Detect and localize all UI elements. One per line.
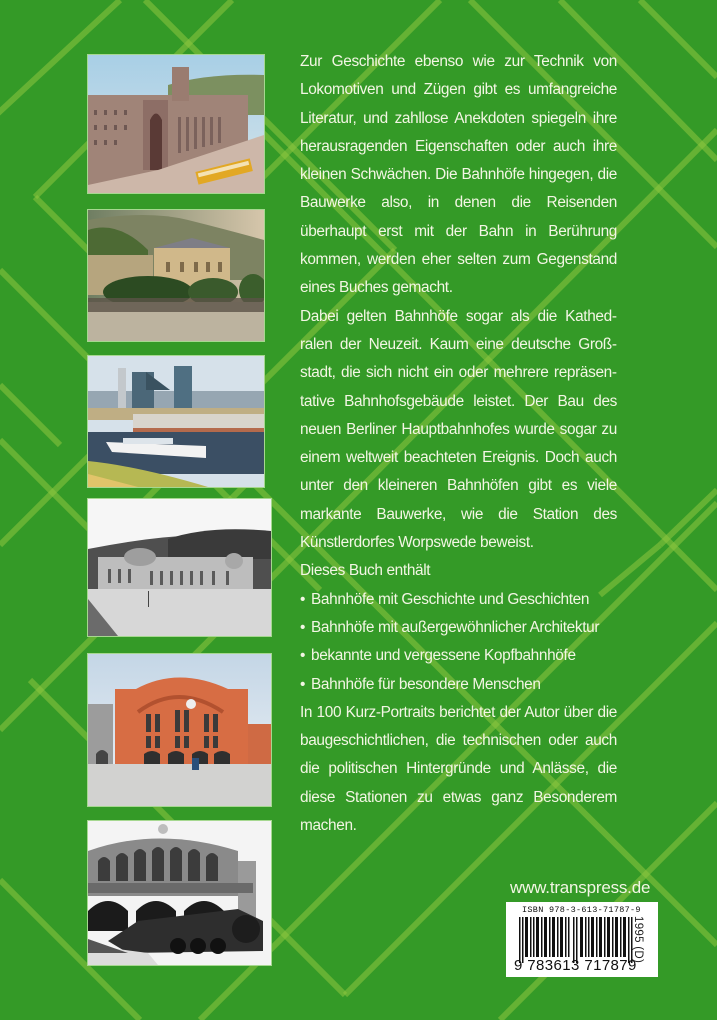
- photo-berlin-hauptbahnhof: [87, 355, 265, 488]
- isbn-label: ISBN 978-3-613-71787-9: [522, 905, 641, 915]
- contents-bullet-list: [300, 586, 617, 699]
- photo-steam-locomotive-hall: [87, 820, 272, 966]
- publisher-website: www.transpress.de: [510, 878, 651, 897]
- blurb-cathedrals-paragraph: Dabei gelten Bahnhöfe sogar als die Kathedralen der Neuzeit. Kaum eine deutsche Großstadt, die sich nicht ein oder mehrere repräsentative Bahnhofsgebäude leistet. Der Bau des neuen Berliner Hauptbahnhofes wurde sogar zu einem weltweit beachteten Ereignis. Doch auch unter den kleineren Bahnhöfen gibt es viele markante Bauwerke, wie die Station des Künstlerdorfes Worpswede beweist.: [300, 307, 617, 552]
- bullet-item: • Bahnhöfe mit Geschichte und Geschichten: [300, 586, 617, 614]
- photo-worpswede-station: [87, 498, 272, 637]
- bullet-icon: •: [300, 675, 306, 693]
- back-cover-blurb: [300, 48, 617, 840]
- ean-digits: 9 783613 717879: [514, 957, 637, 974]
- bullet-item: • bekannte und vergessene Kopfbahnhöfe: [300, 642, 617, 670]
- photo-stuttgart-hbf: [87, 54, 265, 194]
- photo-bremen-hbf: [87, 653, 272, 807]
- blurb-closing-paragraph: In 100 Kurz-Portraits berichtet der Autor über die baugeschichtlichen, die technischen oder auch die politischen Hintergründe und Anlässe, die diese Stationen zu etwas ganz Besonderem machen.: [300, 703, 617, 835]
- isbn-barcode: [506, 902, 658, 977]
- bullet-icon: •: [300, 618, 306, 636]
- bullet-icon: •: [300, 647, 306, 665]
- bullet-item: • Bahnhöfe für besondere Menschen: [300, 671, 617, 699]
- bullet-icon: •: [300, 590, 306, 608]
- price-label: 1995 (D): [632, 916, 644, 964]
- blurb-contents-heading: Dieses Buch enthält: [300, 562, 431, 580]
- bullet-item: • Bahnhöfe mit außergewöhnlicher Architektur: [300, 614, 617, 642]
- photo-historic-mountain-station: [87, 209, 265, 342]
- blurb-intro-paragraph: Zur Geschichte ebenso wie zur Technik von Lokomotiven und Zügen gibt es umfangreiche Literatur, und zahllose Anekdoten spiegeln ihre herausragenden Eigenschaften oder auch ihre kleinen Schwächen. Die Bahnhöfe hingegen, die Bauwerke also, in denen die Reisenden überhaupt erst mit der Bahn in Berührung kommen, werden eher selten zum Gegenstand eines Buches gemacht.: [300, 53, 617, 297]
